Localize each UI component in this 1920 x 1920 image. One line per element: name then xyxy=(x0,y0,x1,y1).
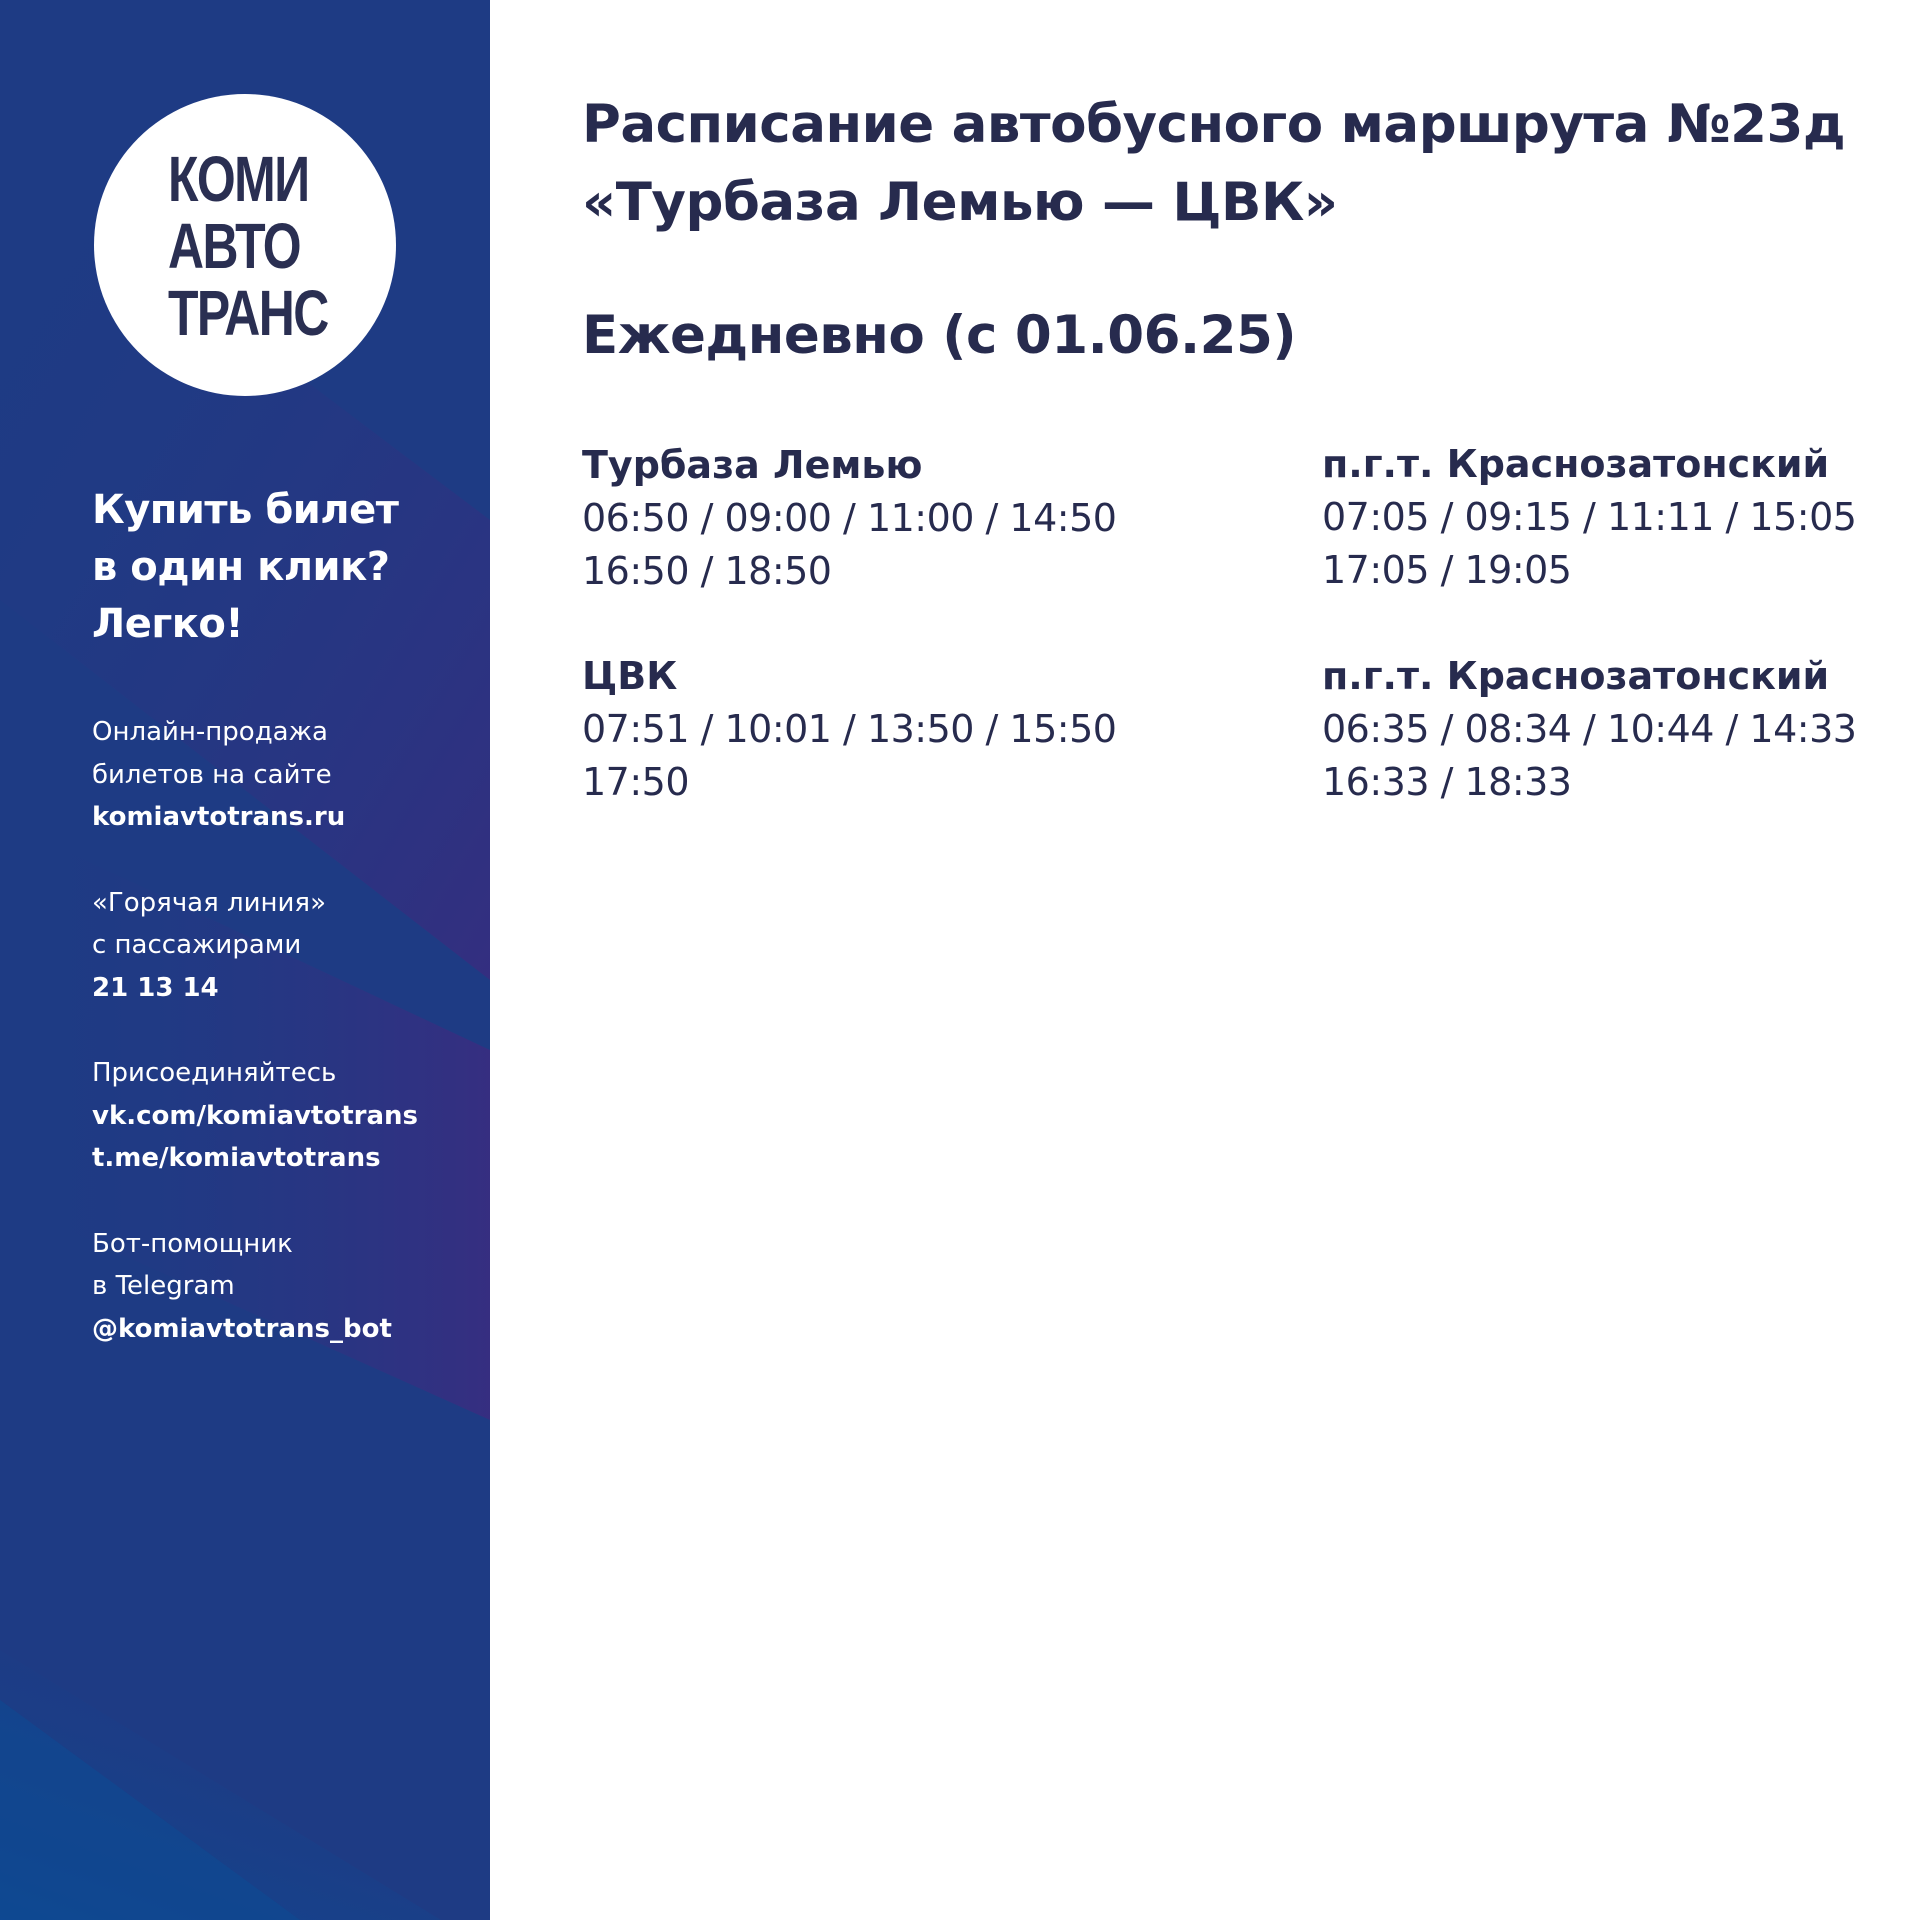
bot-line-2: в Telegram xyxy=(92,1271,235,1301)
stop-times-line-1: 06:35 / 08:34 / 10:44 / 14:33 xyxy=(1322,707,1857,751)
social-line-1: Присоединяйтесь xyxy=(92,1058,337,1088)
stop-times-line-1: 07:51 / 10:01 / 13:50 / 15:50 xyxy=(582,707,1117,751)
online-sales-line-1: Онлайн-продажа xyxy=(92,717,328,747)
hotline-line-2: с пассажирами xyxy=(92,930,302,960)
stop-name: ЦВК xyxy=(582,654,678,698)
hotline-block xyxy=(92,882,472,1010)
stop-name: Турбаза Лемью xyxy=(582,443,923,487)
bot-line-1: Бот-помощник xyxy=(92,1228,293,1259)
stop-block-tsvk xyxy=(582,649,1222,809)
hotline-phone[interactable]: 21 13 14 xyxy=(92,972,219,1003)
promo-line-3: Легко! xyxy=(92,601,244,647)
stop-name: п.г.т. Краснозатонский xyxy=(1322,442,1830,486)
stop-times-line-1: 07:05 / 09:15 / 11:11 / 15:05 xyxy=(1322,495,1857,539)
brand-logo-text xyxy=(168,143,328,349)
stop-times-line-2: 16:50 / 18:50 xyxy=(582,549,832,593)
promo-line-1: Купить билет xyxy=(92,487,399,533)
stop-block-krasnozatonsky-2 xyxy=(1322,649,1920,809)
telegram-channel-link[interactable]: t.me/komiavtotrans xyxy=(92,1143,381,1173)
logo-line-trans: ТРАНС xyxy=(168,277,328,349)
hotline-line-1: «Горячая линия» xyxy=(92,887,326,918)
logo-line-komi: КОМИ xyxy=(168,143,309,215)
stop-times-line-2: 17:50 xyxy=(582,760,690,804)
page-title-line-2: «Турбаза Лемью — ЦВК» xyxy=(582,172,1338,233)
social-block xyxy=(92,1052,472,1180)
bot-block xyxy=(92,1223,472,1351)
stop-times-line-2: 16:33 / 18:33 xyxy=(1322,760,1572,804)
vk-link[interactable]: vk.com/komiavtotrans xyxy=(92,1100,419,1131)
stop-block-krasnozatonsky-1 xyxy=(1322,437,1920,597)
promo-line-2: в один клик? xyxy=(92,544,390,590)
brand-logo xyxy=(94,94,396,396)
schedule-validity: Ежедневно (с 01.06.25) xyxy=(582,305,1297,366)
sidebar-content xyxy=(92,482,472,1393)
website-link[interactable]: komiavtotrans.ru xyxy=(92,802,346,832)
page-title-line-1: Расписание автобусного маршрута №23д xyxy=(582,94,1846,155)
promo-heading xyxy=(92,482,472,653)
online-sales-line-2: билетов на сайте xyxy=(92,759,332,790)
page-title xyxy=(582,86,1845,242)
stop-block-turbaza-lemyu xyxy=(582,438,1222,598)
online-sales-block xyxy=(92,711,472,839)
stop-times-line-1: 06:50 / 09:00 / 11:00 / 14:50 xyxy=(582,496,1117,540)
stop-times-line-2: 17:05 / 19:05 xyxy=(1322,548,1572,592)
logo-line-avto: АВТО xyxy=(168,210,301,282)
sidebar xyxy=(0,0,490,1920)
stop-name: п.г.т. Краснозатонский xyxy=(1322,654,1830,698)
telegram-bot-link[interactable]: @komiavtotrans_bot xyxy=(92,1313,392,1344)
